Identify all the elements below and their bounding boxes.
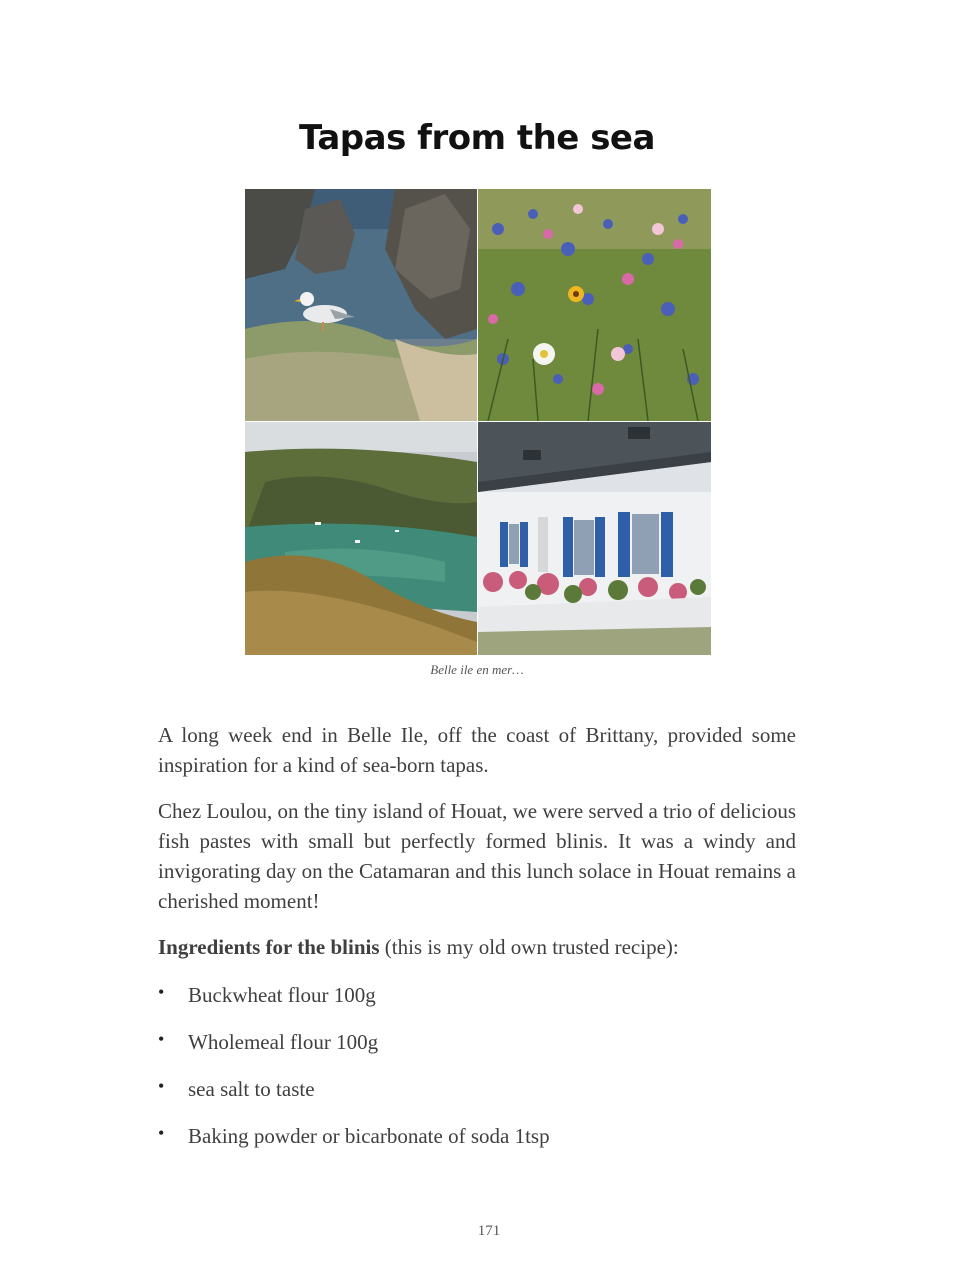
ingredient-text: Buckwheat flour 100g: [188, 983, 376, 1007]
photo-seagull-rocks: [245, 189, 477, 421]
list-item: [158, 1121, 798, 1168]
list-item: [158, 1074, 798, 1121]
bullet-icon: •: [158, 1076, 165, 1096]
ingredients-intro: [158, 932, 796, 962]
bullet-icon: •: [158, 982, 165, 1002]
ingredients-heading: Ingredients for the blinis: [158, 935, 380, 959]
page-title: Tapas from the sea: [299, 118, 655, 158]
page-number: 171: [477, 1223, 501, 1239]
photo-cove: [245, 422, 477, 655]
bullet-icon: •: [158, 1123, 165, 1143]
ingredients-note: (this is my old own trusted recipe):: [379, 935, 679, 959]
photo-wildflowers: [478, 189, 711, 421]
photo-collage: [245, 189, 710, 654]
ingredient-text: sea salt to taste: [188, 1077, 315, 1101]
photo-caption: Belle ile en mer…: [430, 662, 524, 677]
list-item: [158, 1027, 798, 1074]
ingredients-list: [158, 980, 798, 1168]
photo-house: [478, 422, 711, 655]
story-paragraph: Chez Loulou, on the tiny island of Houat, we were served a trio of delicious fish pastes with small but perfectly formed blinis. It was a windy and invigorating day on the Catamaran and this lunch solace in Houat remains a cherished moment!: [158, 799, 796, 913]
bullet-icon: •: [158, 1029, 165, 1049]
ingredient-text: Baking powder or bicarbonate of soda 1tsp: [188, 1124, 550, 1148]
ingredient-text: Wholemeal flour 100g: [188, 1030, 379, 1054]
intro-paragraph: A long week end in Belle Ile, off the coast of Brittany, provided some inspiration for a kind of sea-born tapas.: [158, 723, 796, 777]
list-item: [158, 980, 798, 1027]
